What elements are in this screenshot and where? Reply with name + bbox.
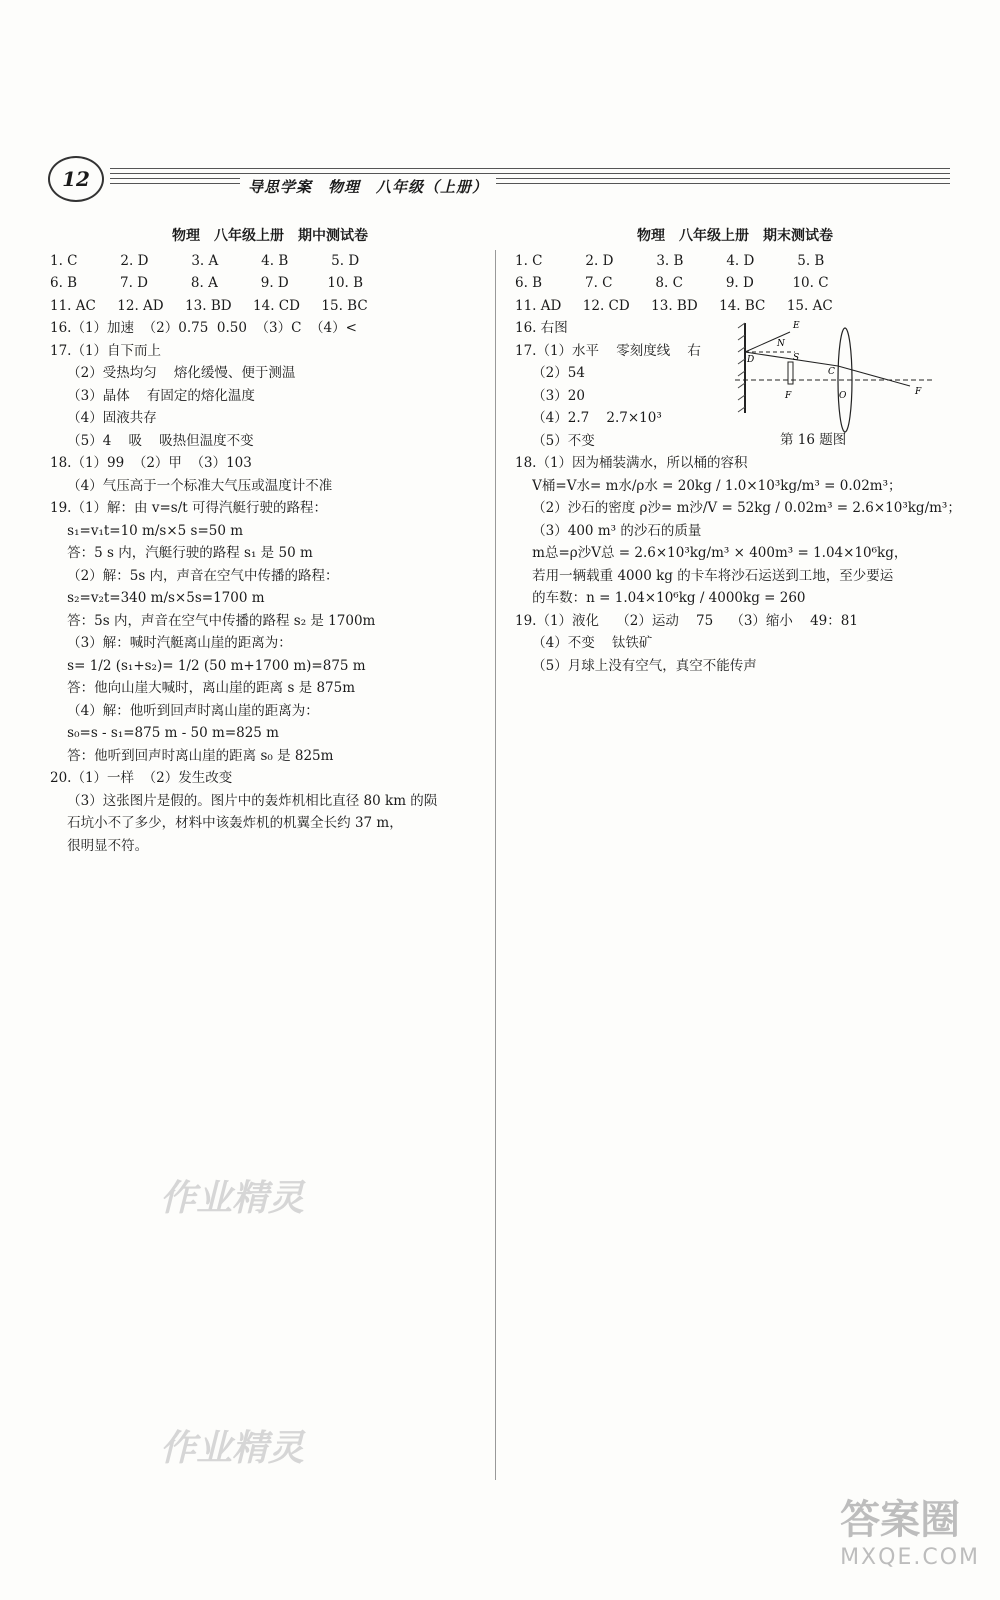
label-e: E	[793, 321, 800, 331]
left-line: 11. AC 12. AD 13. BD 14. CD 15. BC	[50, 297, 368, 314]
final-title: 物理 八年级上册 期末测试卷	[637, 228, 833, 244]
left-line: s₁=v₁t=10 m/s×5 s=50 m	[50, 522, 244, 539]
left-line: （3）解：喊时汽艇离山崖的距离为：	[50, 635, 292, 651]
right-line: 18.（1）因为桶装满水，所以桶的容积	[515, 455, 748, 471]
page-header	[40, 150, 950, 210]
right-line: （2）沙石的密度 ρ沙= m沙/V = 52kg / 0.02m³ = 2.6×10³kg/m³；	[515, 500, 961, 516]
right-line: V桶=V水= m水/ρ水 = 20kg / 1.0×10³kg/m³ = 0.02m³；	[515, 477, 902, 494]
left-line: 1. C 2. D 3. A 4. B 5. D	[50, 252, 360, 269]
watermark-2: 作业精灵	[160, 1427, 305, 1469]
left-line: s= 1/2 (s₁+s₂)= 1/2 (50 m+1700 m)=875 m	[50, 657, 366, 674]
corner-mark-bottom: MXQE.COM	[840, 1545, 980, 1570]
label-f-right: F	[915, 387, 922, 397]
header-title: 导思学案 物理 八年级（上册）	[240, 176, 496, 197]
left-line: （4）固液共存	[50, 410, 157, 426]
corner-watermark	[840, 1488, 980, 1570]
watermark-1: 作业精灵	[160, 1177, 305, 1219]
label-d: D	[747, 355, 755, 365]
left-line: （3）晶体 有固定的熔化温度	[50, 387, 255, 404]
left-line: （3）这张图片是假的。图片中的轰炸机相比直径 80 km 的陨	[50, 792, 438, 809]
left-line: 答：5 s 内，汽艇行驶的路程 s₁ 是 50 m	[50, 545, 313, 561]
page-number: 12	[48, 156, 104, 202]
right-line: 的车数：n = 1.04×10⁶kg / 4000kg = 260	[515, 590, 806, 606]
right-line: （4）不变 钛铁矿	[515, 635, 653, 651]
right-line: （4）2.7 2.7×10³	[515, 410, 662, 426]
left-line: 答：他向山崖大喊时，离山崖的距离 s 是 875m	[50, 680, 356, 696]
left-line: 16.（1）加速 （2）0.75 0.50 （3）C （4）<	[50, 320, 357, 336]
right-line: （3）400 m³ 的沙石的质量	[515, 522, 702, 539]
left-line: 20.（1）一样 （2）发生改变	[50, 770, 233, 786]
right-line: 16. 右图	[515, 320, 568, 336]
left-line: 石坑小不了多少，材料中该轰炸机的机翼全长约 37 m，	[50, 815, 403, 831]
right-line: 17.（1）水平 零刻度线 右	[515, 342, 701, 359]
figure-caption: 第 16 题图	[780, 432, 847, 448]
right-line: （3）20	[515, 387, 585, 404]
right-line: 若用一辆载重 4000 kg 的卡车将沙石运送到工地，至少要运	[515, 567, 894, 584]
left-line: （4）解：他听到回声时离山崖的距离为：	[50, 702, 319, 719]
column-divider	[495, 250, 496, 1480]
right-line: （2）54	[515, 365, 585, 381]
left-line: 19.（1）解：由 v=s/t 可得汽艇行驶的路程：	[50, 500, 327, 516]
left-line: s₂=v₂t=340 m/s×5s=1700 m	[50, 590, 265, 606]
left-line: s₀=s - s₁=875 m - 50 m=825 m	[50, 725, 279, 741]
label-o: O	[839, 391, 847, 401]
right-line: 19.（1）液化 （2）运动 75 （3）缩小 49：81	[515, 612, 858, 629]
label-n: N	[777, 339, 785, 349]
right-line: 6. B 7. C 8. C 9. D 10. C	[515, 275, 829, 291]
left-line: 18.（1）99 （2）甲 （3）103	[50, 455, 252, 471]
left-line: 答：5s 内，声音在空气中传播的路程 s₂ 是 1700m	[50, 612, 376, 629]
midterm-title: 物理 八年级上册 期中测试卷	[172, 228, 368, 244]
left-line: 17.（1）自下而上	[50, 342, 162, 359]
label-s: S	[793, 353, 800, 363]
header-rules	[110, 168, 950, 188]
midterm-lines	[50, 250, 490, 858]
right-line: 11. AD 12. CD 13. BD 14. BC 15. AC	[515, 297, 833, 314]
left-line: （2）解：5s 内，声音在空气中传播的路程：	[50, 567, 339, 584]
label-f-left: F	[785, 391, 792, 401]
left-line: 答：他听到回声时离山崖的距离 s₀ 是 825m	[50, 747, 334, 764]
right-line: （5）不变	[515, 432, 595, 449]
right-line: 1. C 2. D 3. B 4. D 5. B	[515, 252, 825, 269]
right-line: m总=ρ沙V总 = 2.6×10³kg/m³ × 400m³ = 1.04×10⁶kg，	[515, 545, 908, 561]
left-line: （2）受热均匀 熔化缓慢、便于测温	[50, 365, 296, 381]
left-line: 6. B 7. D 8. A 9. D 10. B	[50, 275, 364, 291]
corner-mark-top: 答案圈	[840, 1497, 961, 1543]
label-c: C	[828, 367, 835, 377]
right-line: （5）月球上没有空气，真空不能传声	[515, 657, 757, 674]
left-line: （5）4 吸 吸热但温度不变	[50, 432, 254, 449]
left-line: 很明显不符。	[50, 837, 149, 854]
left-line: （4）气压高于一个标准大气压或温度计不准	[50, 477, 333, 494]
midterm-answers	[50, 225, 490, 857]
final-lines	[515, 250, 961, 678]
